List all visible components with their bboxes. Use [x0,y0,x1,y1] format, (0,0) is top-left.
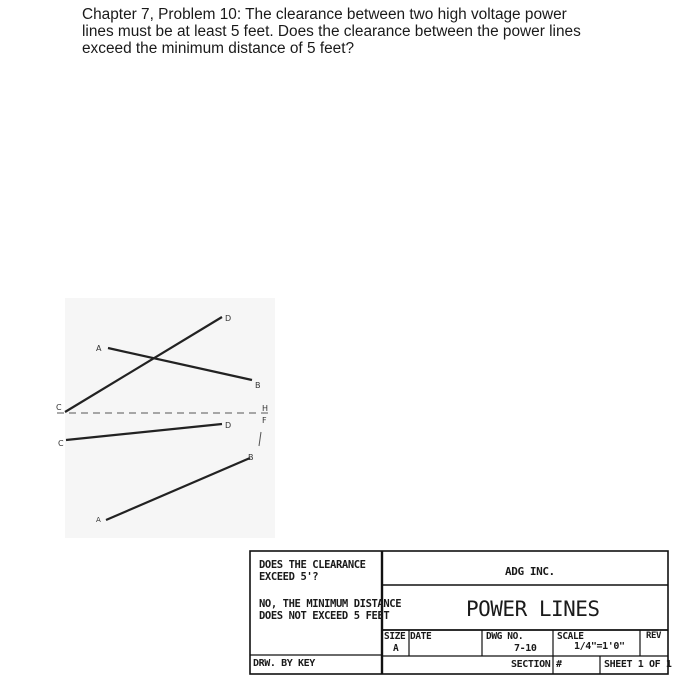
dwg-no-label: DWG NO. [486,631,524,642]
label-h: H [262,404,269,413]
label-a-top: A [96,344,102,353]
size-value: A [393,643,399,654]
clearance-question [259,559,366,583]
label-d-mid: D [225,421,232,430]
problem-line-1: Chapter 7, Problem 10: The clearance between two high voltage power [82,6,567,23]
label-b-lower: B [248,453,254,462]
drawing-title: POWER LINES [466,597,600,621]
drawn-by: DRW. BY KEY [253,658,315,669]
label-c-lower: C [58,439,64,448]
company-name: ADG INC. [505,565,555,578]
question-line-1: DOES THE CLEARANCE [259,559,366,571]
answer-line-1: NO, THE MINIMUM DISTANCE [259,598,402,610]
date-label: DATE [410,631,432,642]
label-f: F [262,416,267,425]
dwg-no-value: 7-10 [514,643,537,654]
clearance-answer [259,598,401,622]
label-a-lower: A [96,516,101,524]
section-number: SECTION # [511,659,562,670]
scale-label: SCALE [557,631,584,642]
problem-line-2: lines must be at least 5 feet. Does the clearance between the power lines [82,23,581,40]
answer-line-2: DOES NOT EXCEED 5 FEET [259,610,390,622]
label-d-top: D [225,314,232,323]
sheet-count: SHEET 1 OF 1 [604,659,672,670]
scale-value: 1/4"=1'0" [574,641,625,652]
size-label: SIZE [384,631,406,642]
label-b-upper: B [255,381,261,390]
label-c-upper: C [56,403,62,412]
rev-label: REV [646,631,662,641]
problem-line-3: exceed the minimum distance of 5 feet? [82,40,355,57]
question-line-2: EXCEED 5'? [259,571,319,583]
scan-background [65,298,275,538]
